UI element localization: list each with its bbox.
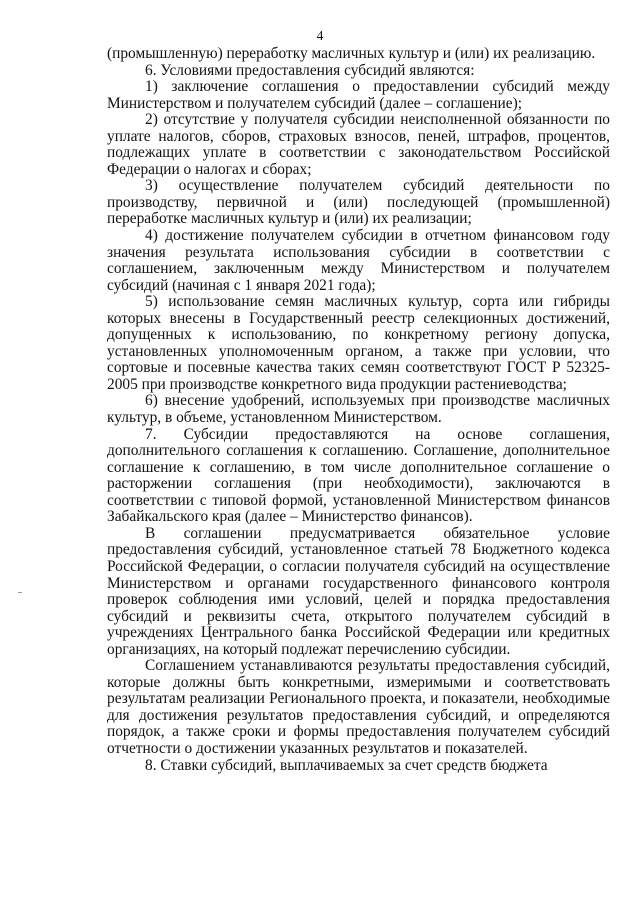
paragraph: 6) внесение удобрений, используемых при производстве масличных культур, в объеме, установленном Министерством.	[107, 392, 610, 427]
paragraph: 4) достижение получателем субсидии в отчетном финансовом году значения результата использования субсидии в соответствии с соглашением, заключенным между Министерством и получателем субсидий (начиная с 1 января 2021 года);	[107, 227, 610, 294]
page-number: 4	[316, 28, 324, 43]
paragraph: В соглашении предусматривается обязательное условие предоставления субсидий, установленное статьей 78 Бюджетного кодекса Российской Федерации, о согласии получателя субсидий на осуществление Министерством и органами государственного финансового контроля проверок соблюдения ими условий, целей и порядка предоставления субсидий и реквизиты счета, открытого получателем субсидий в учреждениях Центрального банка Российской Федерации или кредитных организациях, на который подлежат перечислению субсидии.	[107, 524, 610, 658]
paragraph: 6. Условиями предоставления субсидий являются:	[145, 61, 475, 79]
paragraph: 3) осуществление получателем субсидий деятельности по производству, первичной и (или) последующей (промышленной) переработке масличных культур и (или) их реализации;	[107, 177, 610, 228]
paragraph: 1) заключение соглашения о предоставлении субсидий между Министерством и получателем субсидий (далее – соглашение);	[107, 78, 610, 112]
paragraph: (промышленную) переработку масличных культур и (или) их реализацию.	[107, 45, 596, 62]
paragraph: 8. Ставки субсидий, выплачиваемых за счет средств бюджета	[145, 756, 548, 774]
body-text	[107, 46, 610, 774]
paragraph: 2) отсутствие у получателя субсидии неисполненной обязанности по уплате налогов, сборов, страховых взносов, пеней, штрафов, процентов, подлежащих уплате в соответствии с законодательством Российской Федерации о налогах и сборах;	[107, 111, 610, 178]
paragraph: Соглашением устанавливаются результаты предоставления субсидий, которые должны быть конкретными, измеримыми и соответствовать результатам реализации Регионального проекта, и показатели, необходимые для достижения результатов предоставления субсидий, и определяются порядок, а также сроки и формы предоставления получателем субсидий отчетности о достижении указанных результатов и показателей.	[107, 657, 610, 757]
paragraph: 7. Субсидии предоставляются на основе соглашения, дополнительного соглашения к соглашению. Соглашение, дополнительное соглашение к соглашению, в том числе дополнительное соглашение о расторжении соглашения (при необходимости), заключаются в соответствии с типовой формой, установленной Министерством финансов Забайкальского края (далее – Министерство финансов).	[107, 425, 610, 526]
margin-mark	[18, 592, 22, 593]
paragraph: 5) использование семян масличных культур, сорта или гибриды которых внесены в Государственный реестр селекционных достижений, допущенных к использованию, по конкретному региону допуска, установленных уполномоченным органом, а также при условии, что сортовые и посевные качества таких семян соответствуют ГОСТ Р 52325-2005 при производстве конкретного вида продукции растениеводства;	[107, 293, 610, 393]
